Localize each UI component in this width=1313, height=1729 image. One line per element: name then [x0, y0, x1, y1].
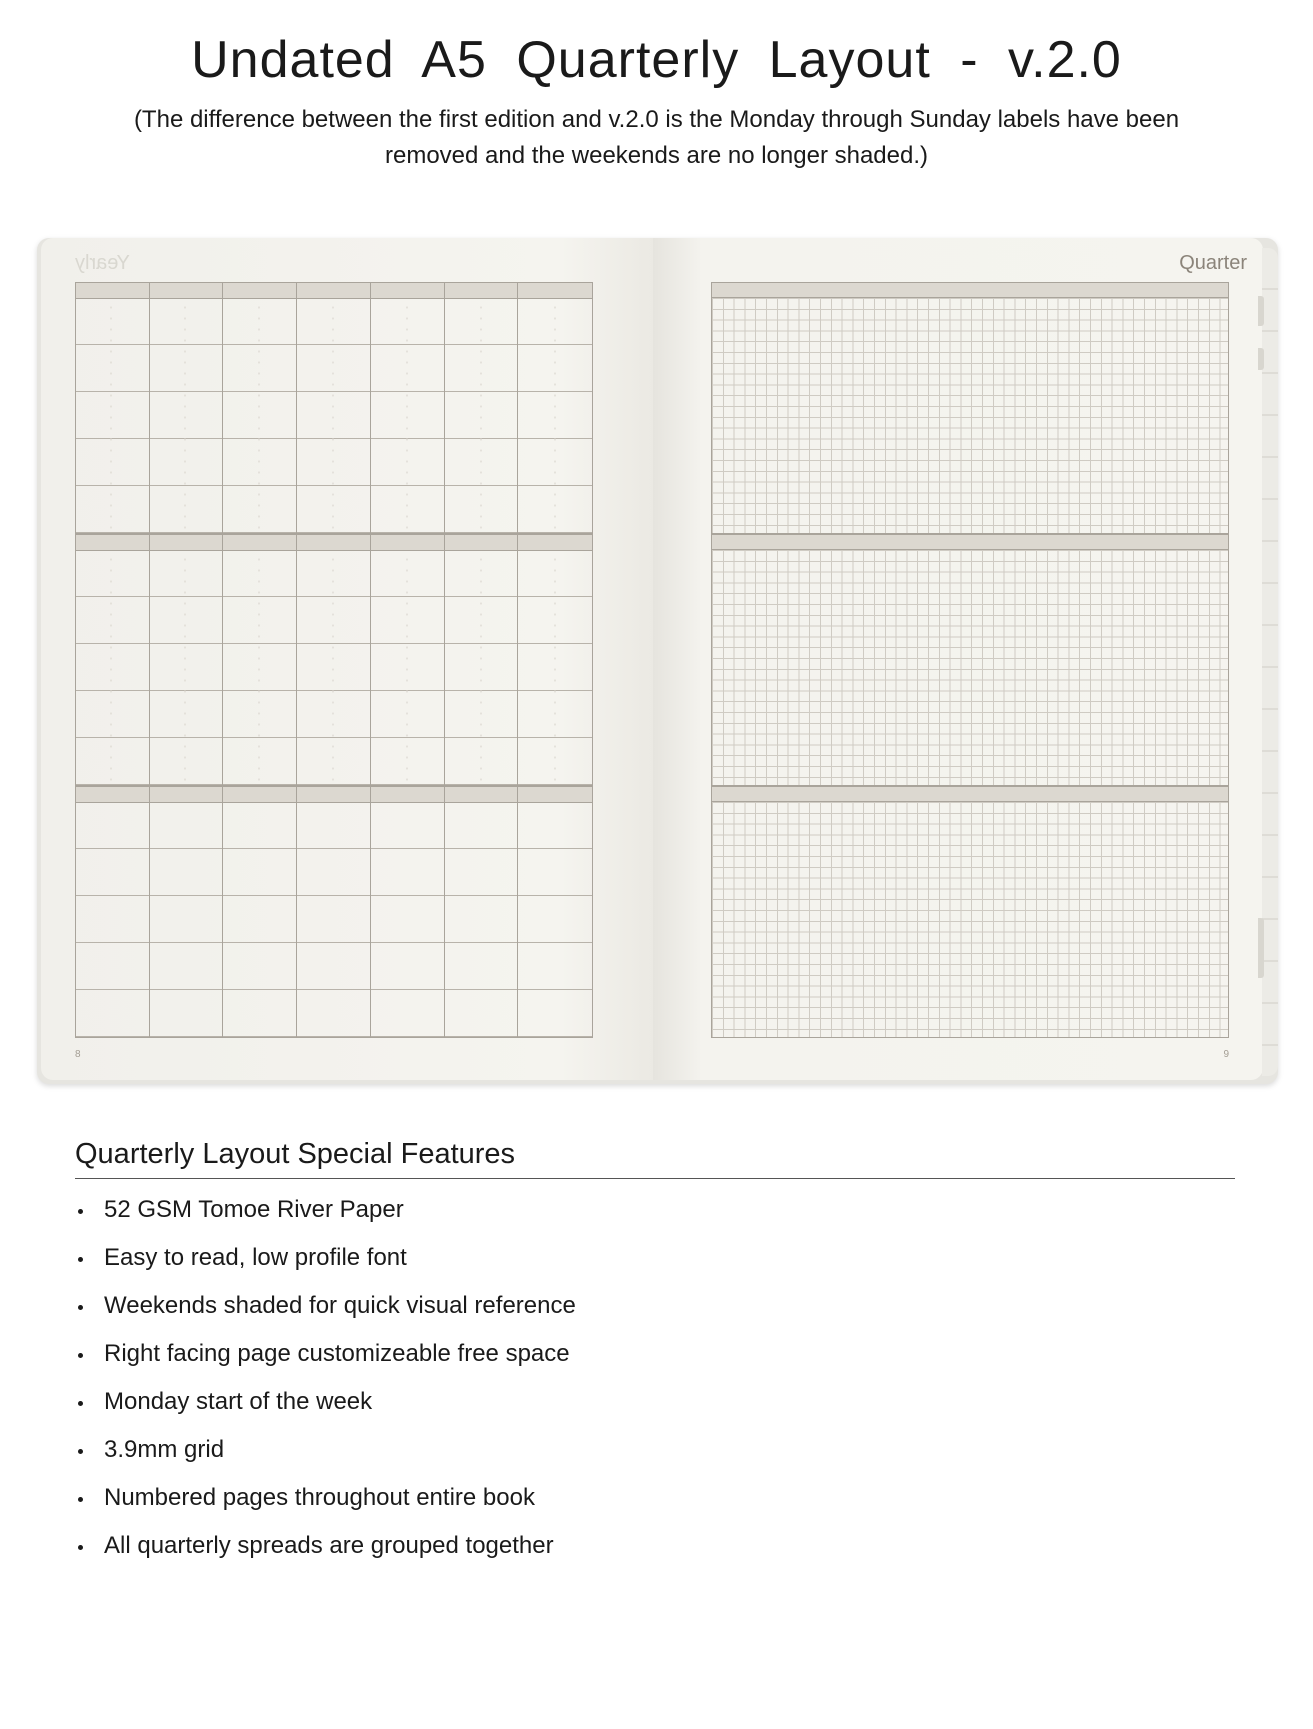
grid-note-block — [711, 786, 1229, 1038]
list-item: 52 GSM Tomoe River Paper — [75, 1186, 576, 1234]
list-item: Monday start of the week — [75, 1378, 576, 1426]
month-calendar-block — [75, 534, 593, 786]
list-item: Right facing page customizeable free space — [75, 1330, 576, 1378]
notebook-spread — [37, 238, 1278, 1084]
list-item: Weekends shaded for quick visual reference — [75, 1282, 576, 1330]
list-item: Easy to read, low profile font — [75, 1234, 576, 1282]
features-divider — [75, 1178, 1235, 1179]
list-item: Numbered pages throughout entire book — [75, 1474, 576, 1522]
show-through-label: Yearly — [75, 252, 130, 274]
index-tab — [1258, 296, 1264, 326]
page-title: Undated A5 Quarterly Layout - v.2.0 — [191, 31, 1122, 89]
index-tab — [1258, 348, 1264, 370]
page-number: 9 — [1223, 1049, 1229, 1060]
month-calendar-block — [75, 786, 593, 1038]
index-tab — [1258, 918, 1264, 978]
page-edge — [1262, 248, 1278, 1076]
list-item: 3.9mm grid — [75, 1426, 576, 1474]
page-subtitle: (The difference between the first edition and v.2.0 is the Monday through Sunday labels have been removed and the weekends are no longer shaded.) — [133, 106, 1180, 169]
grid-note-block — [711, 534, 1229, 786]
list-item: All quarterly spreads are grouped together — [75, 1522, 576, 1570]
quarter-section-label: Quarter — [1179, 252, 1247, 274]
page-number: 8 — [75, 1049, 81, 1060]
features-list — [75, 1186, 576, 1570]
features-heading: Quarterly Layout Special Features — [75, 1138, 516, 1170]
right-page — [653, 238, 1263, 1080]
month-calendar-block — [75, 282, 593, 534]
grid-note-block — [711, 282, 1229, 534]
left-page — [41, 238, 653, 1080]
